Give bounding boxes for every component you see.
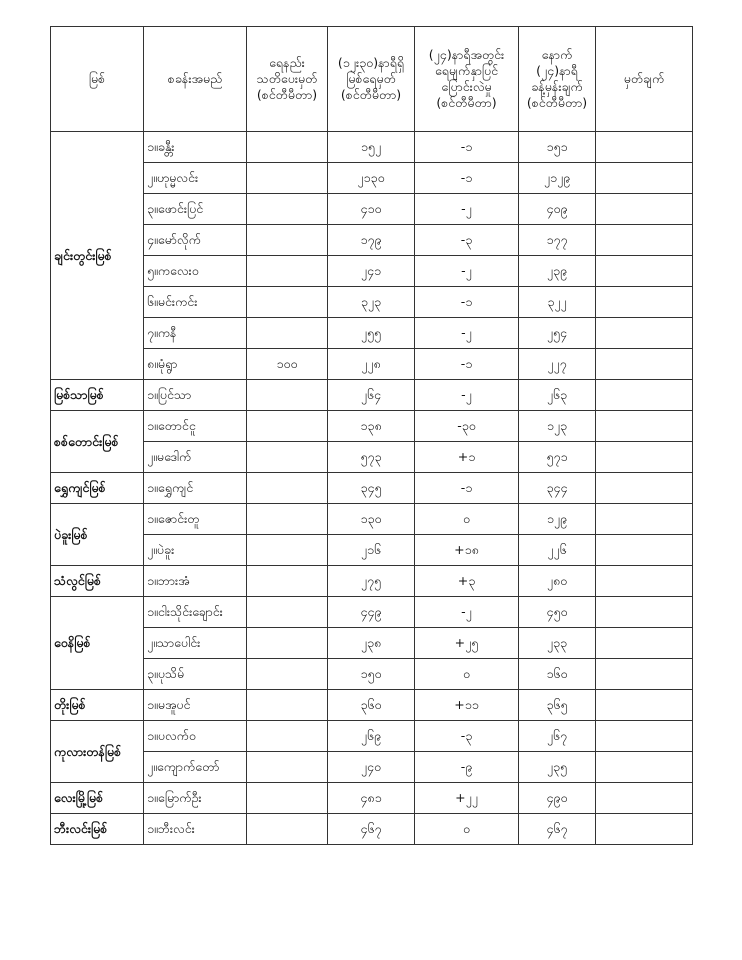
water-level-cell: ၁၅၂ <box>328 132 415 163</box>
table-row <box>51 349 693 380</box>
remark-cell <box>596 349 693 380</box>
station-cell: ၁။ပြင်သာ <box>144 380 247 411</box>
river-name-cell: တိုးမြစ် <box>51 690 144 721</box>
table-row <box>51 380 693 411</box>
danger-level-cell <box>247 318 328 349</box>
danger-level-cell <box>247 814 328 845</box>
table-row <box>51 752 693 783</box>
forecast-cell: ၂၃၉ <box>519 256 596 287</box>
station-cell: ၄။မော်လိုက် <box>144 225 247 256</box>
remark-cell <box>596 535 693 566</box>
water-level-cell: ၅၇၃ <box>328 442 415 473</box>
station-cell: ၇။ကနီ <box>144 318 247 349</box>
table-row <box>51 597 693 628</box>
station-cell: ၃။ပုသိမ် <box>144 659 247 690</box>
station-cell: ၂။ပဲခူး <box>144 535 247 566</box>
danger-level-cell <box>247 721 328 752</box>
header-change: (၂၄)နာရီအတွင်း ရေမျက်နှာပြင် ပြောင်းလဲမှု (စင်တီမီတာ) <box>415 27 519 132</box>
remark-cell <box>596 380 693 411</box>
danger-level-cell <box>247 783 328 814</box>
water-level-cell: ၄၄၉ <box>328 597 415 628</box>
river-name-cell: မြစ်သာမြစ် <box>51 380 144 411</box>
table-row <box>51 566 693 597</box>
river-name-cell: ချင်းတွင်းမြစ် <box>51 132 144 380</box>
change-cell: +၂၅ <box>415 628 519 659</box>
forecast-cell: ၁၅၁ <box>519 132 596 163</box>
table-row <box>51 535 693 566</box>
forecast-cell: ၂၆၇ <box>519 721 596 752</box>
station-cell: ၂။ဟုမ္မလင်း <box>144 163 247 194</box>
change-cell: -၂ <box>415 194 519 225</box>
station-cell: ၁။ပလက်ဝ <box>144 721 247 752</box>
station-cell: ၃။ဖောင်းပြင် <box>144 194 247 225</box>
change-cell: -၁ <box>415 473 519 504</box>
station-cell: ၁။ဇောင်းတူ <box>144 504 247 535</box>
remark-cell <box>596 473 693 504</box>
danger-level-cell <box>247 442 328 473</box>
forecast-cell: ၂၃၃ <box>519 628 596 659</box>
change-cell: -၂ <box>415 597 519 628</box>
remark-cell <box>596 194 693 225</box>
danger-level-cell <box>247 194 328 225</box>
remark-cell <box>596 442 693 473</box>
forecast-cell: ၄၉၀ <box>519 783 596 814</box>
change-cell: -၃ <box>415 721 519 752</box>
water-level-cell: ၂၁၆ <box>328 535 415 566</box>
header-remark: မှတ်ချက် <box>596 27 693 132</box>
forecast-cell: ၃၄၄ <box>519 473 596 504</box>
remark-cell <box>596 628 693 659</box>
river-name-cell: ဝေနိမြစ် <box>51 597 144 690</box>
change-cell: -၁ <box>415 163 519 194</box>
header-water-level: (၁၂း၃၀)နာရီရှိ မြစ်ရေမှတ် (စင်တီမီတာ) <box>328 27 415 132</box>
remark-cell <box>596 132 693 163</box>
table-row <box>51 721 693 752</box>
forecast-cell: ၂၂၆ <box>519 535 596 566</box>
change-cell: -၂ <box>415 380 519 411</box>
change-cell: +၂၂ <box>415 783 519 814</box>
header-station: စခန်းအမည် <box>144 27 247 132</box>
change-cell: ၀ <box>415 659 519 690</box>
danger-level-cell <box>247 132 328 163</box>
change-cell: ၀ <box>415 814 519 845</box>
table-row <box>51 659 693 690</box>
forecast-cell: ၅၇၁ <box>519 442 596 473</box>
forecast-cell: ၁၇၇ <box>519 225 596 256</box>
water-level-cell: ၂၁၃၀ <box>328 163 415 194</box>
table-row <box>51 628 693 659</box>
change-cell: -၁ <box>415 349 519 380</box>
change-cell: -၂ <box>415 318 519 349</box>
danger-level-cell <box>247 752 328 783</box>
table-row <box>51 287 693 318</box>
station-cell: ၆။မင်းကင်း <box>144 287 247 318</box>
river-level-table <box>50 26 693 845</box>
forecast-cell: ၂၅၄ <box>519 318 596 349</box>
station-cell: ၁။ဘားအံ <box>144 566 247 597</box>
table-row <box>51 194 693 225</box>
water-level-cell: ၂၆၉ <box>328 721 415 752</box>
station-cell: ၁။ဘီးလင်း <box>144 814 247 845</box>
table-body <box>51 132 693 845</box>
danger-level-cell <box>247 473 328 504</box>
river-name-cell: ပဲခူးမြစ် <box>51 504 144 566</box>
change-cell: -၃၀ <box>415 411 519 442</box>
river-name-cell: သံလွင်မြစ် <box>51 566 144 597</box>
table-row <box>51 504 693 535</box>
water-level-cell: ၄၁၀ <box>328 194 415 225</box>
change-cell: -၂ <box>415 256 519 287</box>
remark-cell <box>596 597 693 628</box>
remark-cell <box>596 659 693 690</box>
table-row <box>51 163 693 194</box>
water-level-cell: ၂၅၅ <box>328 318 415 349</box>
danger-level-cell <box>247 597 328 628</box>
change-cell: +၁ <box>415 442 519 473</box>
danger-level-cell <box>247 380 328 411</box>
change-cell: +၃ <box>415 566 519 597</box>
forecast-cell: ၄၀၉ <box>519 194 596 225</box>
change-cell: -၁ <box>415 132 519 163</box>
water-level-cell: ၁၃၀ <box>328 504 415 535</box>
water-level-cell: ၂၃၈ <box>328 628 415 659</box>
danger-level-cell <box>247 256 328 287</box>
table-row <box>51 318 693 349</box>
water-level-cell: ၃၂၃ <box>328 287 415 318</box>
water-level-cell: ၂၄၁ <box>328 256 415 287</box>
remark-cell <box>596 287 693 318</box>
water-level-cell: ၃၄၅ <box>328 473 415 504</box>
river-name-cell: ရွှေကျင်မြစ် <box>51 473 144 504</box>
station-cell: ၁။မအူပင် <box>144 690 247 721</box>
station-cell: ၅။ကလေးဝ <box>144 256 247 287</box>
station-cell: ၂။သာပေါင်း <box>144 628 247 659</box>
table-row <box>51 690 693 721</box>
danger-level-cell <box>247 411 328 442</box>
forecast-cell: ၃၂၂ <box>519 287 596 318</box>
station-cell: ၈။မုံရွာ <box>144 349 247 380</box>
river-name-cell: ကုလားတန်မြစ် <box>51 721 144 783</box>
header-river: မြစ် <box>51 27 144 132</box>
river-name-cell: ဘီးလင်းမြစ် <box>51 814 144 845</box>
station-cell: ၂။မဒေါက် <box>144 442 247 473</box>
remark-cell <box>596 721 693 752</box>
header-forecast: နောက် (၂၄)နာရီ ခန့်မှန်းချက် (စင်တီမီတာ) <box>519 27 596 132</box>
water-level-cell: ၂၆၄ <box>328 380 415 411</box>
remark-cell <box>596 690 693 721</box>
remark-cell <box>596 566 693 597</box>
forecast-cell: ၃၆၅ <box>519 690 596 721</box>
water-level-cell: ၂၄၀ <box>328 752 415 783</box>
station-cell: ၁။မြောက်ဦး <box>144 783 247 814</box>
remark-cell <box>596 814 693 845</box>
danger-level-cell: ၁၀၀ <box>247 349 328 380</box>
header-row <box>51 27 693 132</box>
danger-level-cell <box>247 163 328 194</box>
station-cell: ၁။ရွှေကျင် <box>144 473 247 504</box>
table-row <box>51 132 693 163</box>
forecast-cell: ၂၁၂၉ <box>519 163 596 194</box>
danger-level-cell <box>247 690 328 721</box>
water-level-cell: ၁၃၈ <box>328 411 415 442</box>
forecast-cell: ၂၈၀ <box>519 566 596 597</box>
water-level-cell: ၂၇၅ <box>328 566 415 597</box>
remark-cell <box>596 256 693 287</box>
table-row <box>51 411 693 442</box>
remark-cell <box>596 163 693 194</box>
forecast-cell: ၁၂၉ <box>519 504 596 535</box>
remark-cell <box>596 411 693 442</box>
forecast-cell: ၂၃၅ <box>519 752 596 783</box>
remark-cell <box>596 783 693 814</box>
change-cell: -၉ <box>415 752 519 783</box>
table-row <box>51 783 693 814</box>
danger-level-cell <box>247 287 328 318</box>
change-cell: -၃ <box>415 225 519 256</box>
change-cell: ၀ <box>415 504 519 535</box>
danger-level-cell <box>247 504 328 535</box>
remark-cell <box>596 504 693 535</box>
remark-cell <box>596 752 693 783</box>
danger-level-cell <box>247 225 328 256</box>
water-level-cell: ၁၇၉ <box>328 225 415 256</box>
station-cell: ၁။တောင်ငူ <box>144 411 247 442</box>
forecast-cell: ၄၅၀ <box>519 597 596 628</box>
remark-cell <box>596 318 693 349</box>
station-cell: ၁။ခန္တီး <box>144 132 247 163</box>
water-level-cell: ၂၂၈ <box>328 349 415 380</box>
header-danger-level: ရေနည်း သတိပေးမှတ် (စင်တီမီတာ) <box>247 27 328 132</box>
table-row <box>51 473 693 504</box>
forecast-cell: ၁၆၀ <box>519 659 596 690</box>
forecast-cell: ၄၆၇ <box>519 814 596 845</box>
station-cell: ၁။ငါးသိုင်းချောင်း <box>144 597 247 628</box>
water-level-cell: ၄၆၇ <box>328 814 415 845</box>
table-row <box>51 256 693 287</box>
danger-level-cell <box>247 659 328 690</box>
forecast-cell: ၂၂၇ <box>519 349 596 380</box>
river-name-cell: လေးမြို့မြစ် <box>51 783 144 814</box>
change-cell: -၁ <box>415 287 519 318</box>
danger-level-cell <box>247 535 328 566</box>
station-cell: ၂။ကျောက်တော် <box>144 752 247 783</box>
change-cell: +၁၈ <box>415 535 519 566</box>
water-level-cell: ၄၈၁ <box>328 783 415 814</box>
table-row <box>51 814 693 845</box>
water-level-cell: ၃၆၀ <box>328 690 415 721</box>
remark-cell <box>596 225 693 256</box>
change-cell: +၁၁ <box>415 690 519 721</box>
water-level-cell: ၁၅၀ <box>328 659 415 690</box>
danger-level-cell <box>247 566 328 597</box>
river-name-cell: စစ်တောင်းမြစ် <box>51 411 144 473</box>
table-row <box>51 442 693 473</box>
danger-level-cell <box>247 628 328 659</box>
forecast-cell: ၁၂၃ <box>519 411 596 442</box>
table-row <box>51 225 693 256</box>
forecast-cell: ၂၆၃ <box>519 380 596 411</box>
